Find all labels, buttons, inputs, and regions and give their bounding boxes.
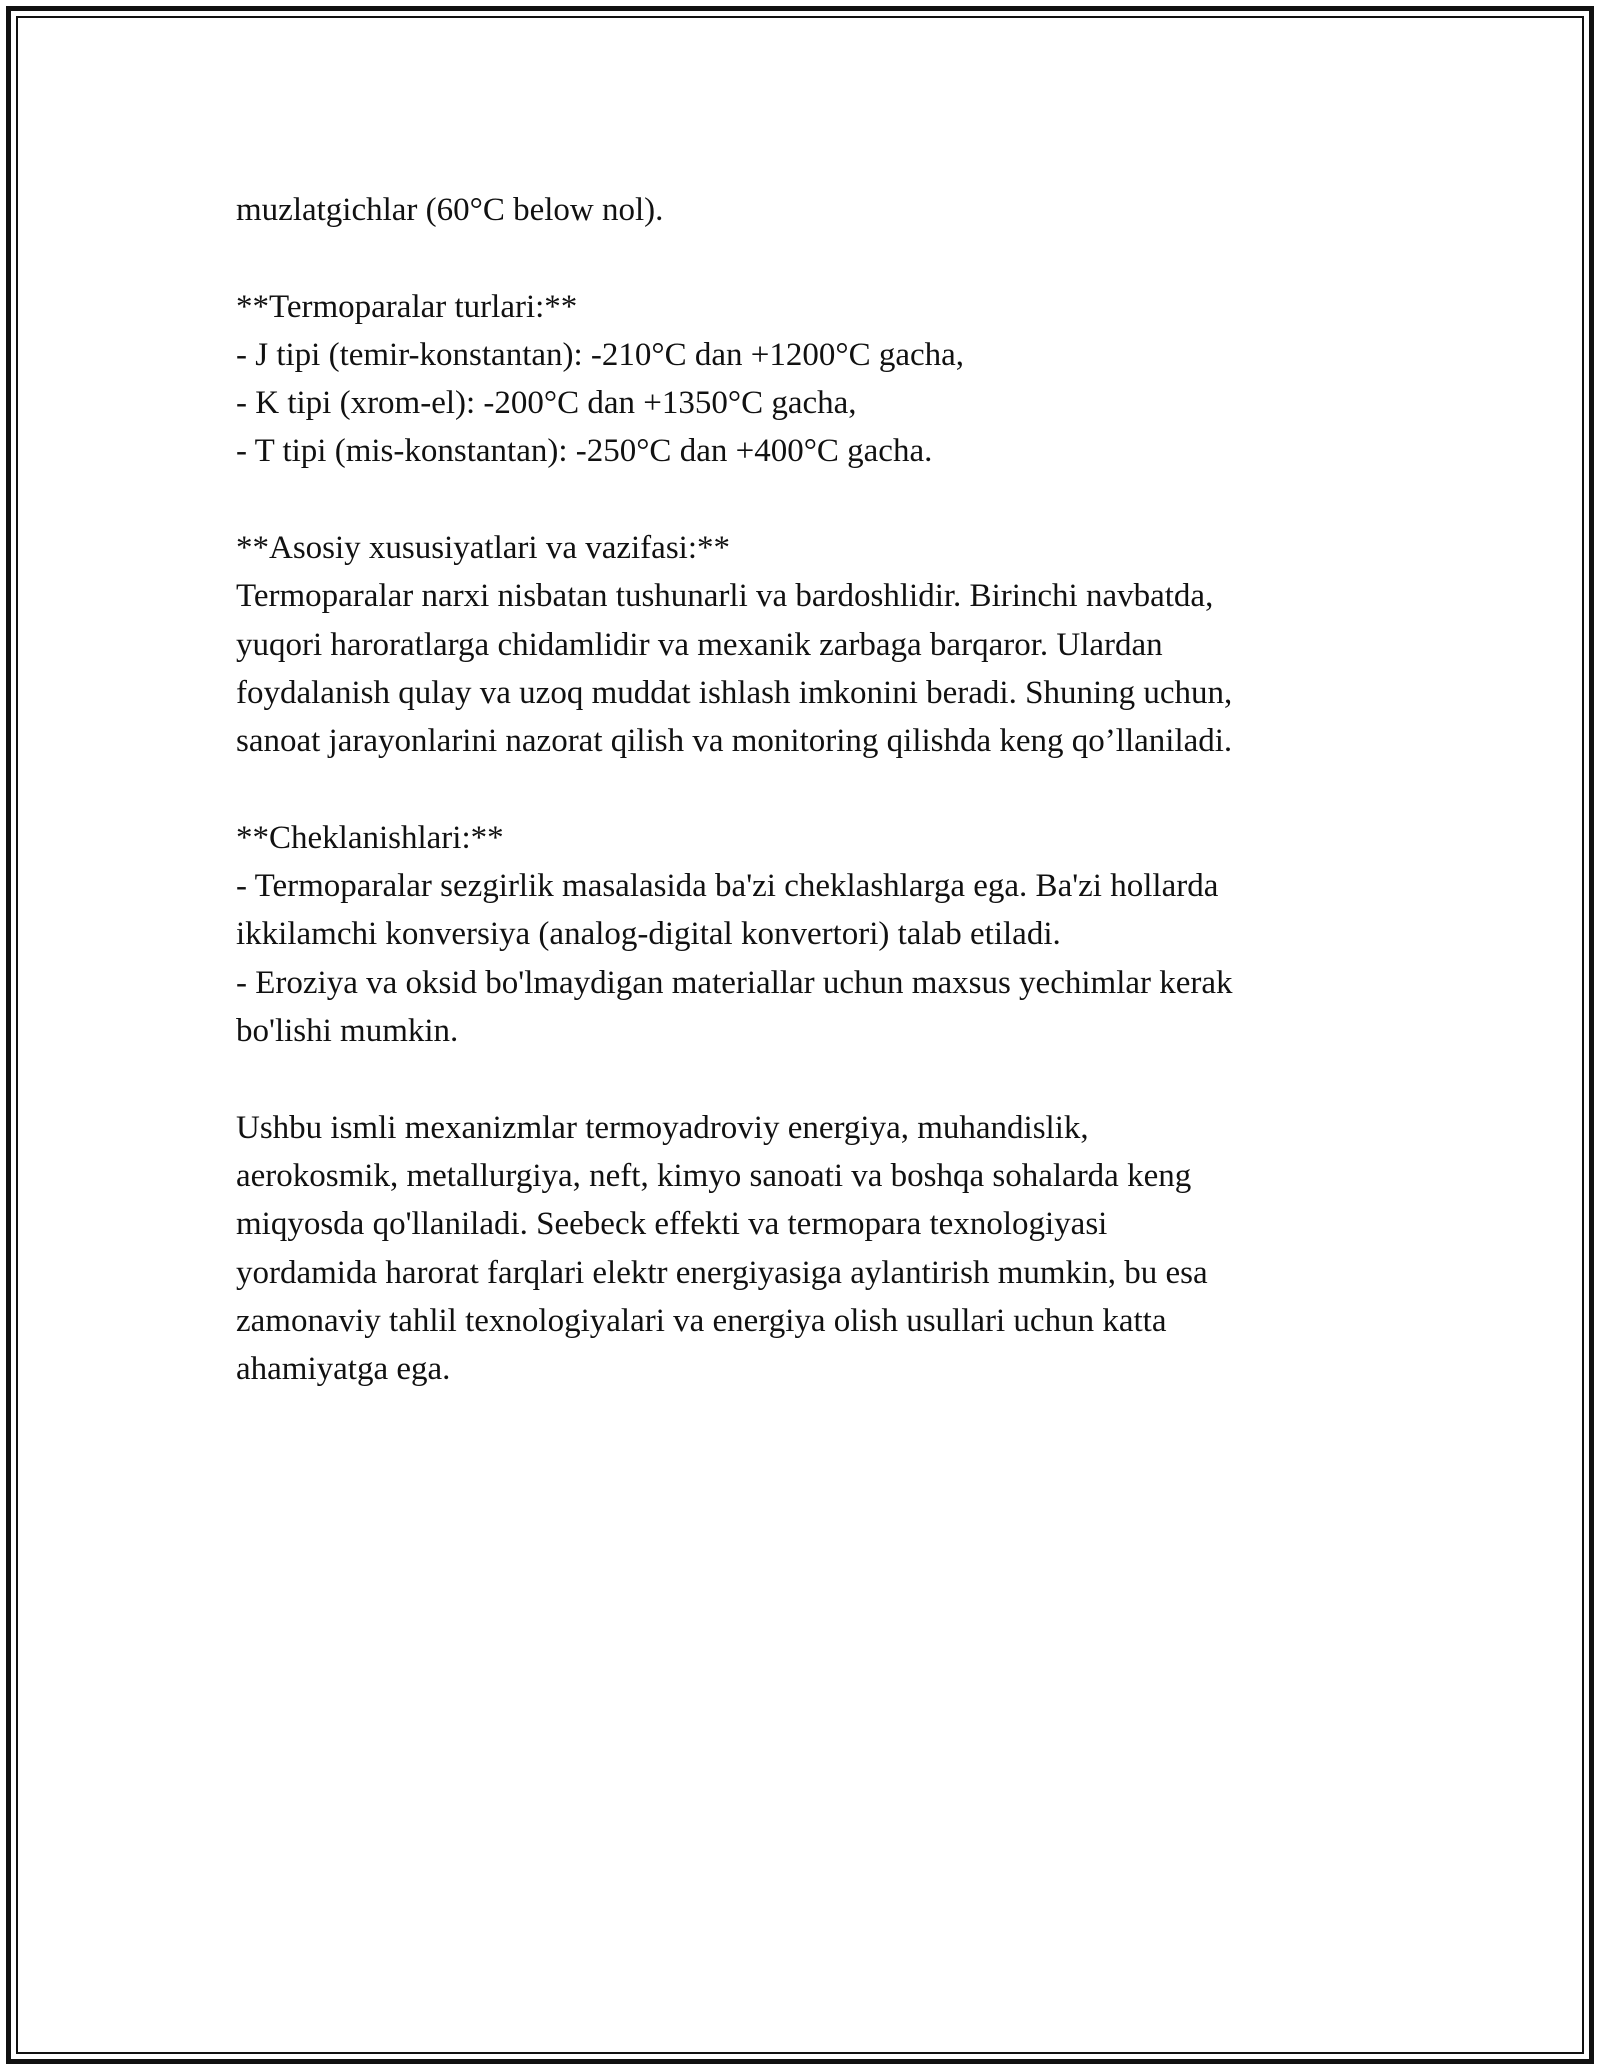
type-item-t: - T tipi (mis-konstantan): -250°C dan +400°C gacha. [236, 433, 933, 470]
limitations-line: ikkilamchi konversiya (analog-digital konvertori) talab etiladi. [236, 916, 1061, 953]
features-heading: **Asosiy xususiyatlari va vazifasi:** [236, 530, 731, 567]
features-line: foydalanish qulay va uzoq muddat ishlash imkonini beradi. Shuning uchun, [236, 674, 1233, 711]
features-line: sanoat jarayonlarini nazorat qilish va monitoring qilishda keng qo’llaniladi. [236, 723, 1233, 760]
limitations-line: bo'lishi mumkin. [236, 1013, 459, 1050]
paragraph-gap [236, 476, 1376, 524]
document-body [236, 186, 1376, 1393]
conclusion-line: zamonaviy tahlil texnologiyalari va energiya olish usullari uchun katta [236, 1302, 1167, 1339]
limitations-heading: **Cheklanishlari:** [236, 819, 504, 856]
types-heading: **Termoparalar turlari:** [236, 288, 578, 325]
conclusion-line: aerokosmik, metallurgiya, neft, kimyo sanoati va boshqa sohalarda keng [236, 1157, 1192, 1194]
limitations-line: - Termoparalar sezgirlik masalasida ba'zi cheklashlarga ega. Ba'zi hollarda [236, 868, 1219, 905]
conclusion-line: yordamida harorat farqlari elektr energiyasiga aylantirish mumkin, bu esa [236, 1254, 1208, 1291]
type-item-k: - K tipi (xrom-el): -200°C dan +1350°C gacha, [236, 385, 857, 422]
conclusion-line: ahamiyatga ega. [236, 1351, 451, 1388]
paragraph-gap [236, 234, 1376, 282]
limitations-line: - Eroziya va oksid bo'lmaydigan materiallar uchun maxsus yechimlar kerak [236, 964, 1233, 1001]
intro-line: muzlatgichlar (60°C below nol). [236, 192, 664, 228]
conclusion-line: miqyosda qo'llaniladi. Seebeck effekti va termopara texnologiyasi [236, 1206, 1108, 1243]
paragraph-gap [236, 766, 1376, 814]
conclusion-line: Ushbu ismli mexanizmlar termoyadroviy energiya, muhandislik, [236, 1109, 1089, 1146]
paragraph-gap [236, 1055, 1376, 1103]
type-item-j: - J tipi (temir-konstantan): -210°C dan +1200°C gacha, [236, 336, 965, 373]
features-line: Termoparalar narxi nisbatan tushunarli va bardoshlidir. Birinchi navbatda, [236, 578, 1214, 615]
features-line: yuqori haroratlarga chidamlidir va mexanik zarbaga barqaror. Ulardan [236, 626, 1163, 663]
